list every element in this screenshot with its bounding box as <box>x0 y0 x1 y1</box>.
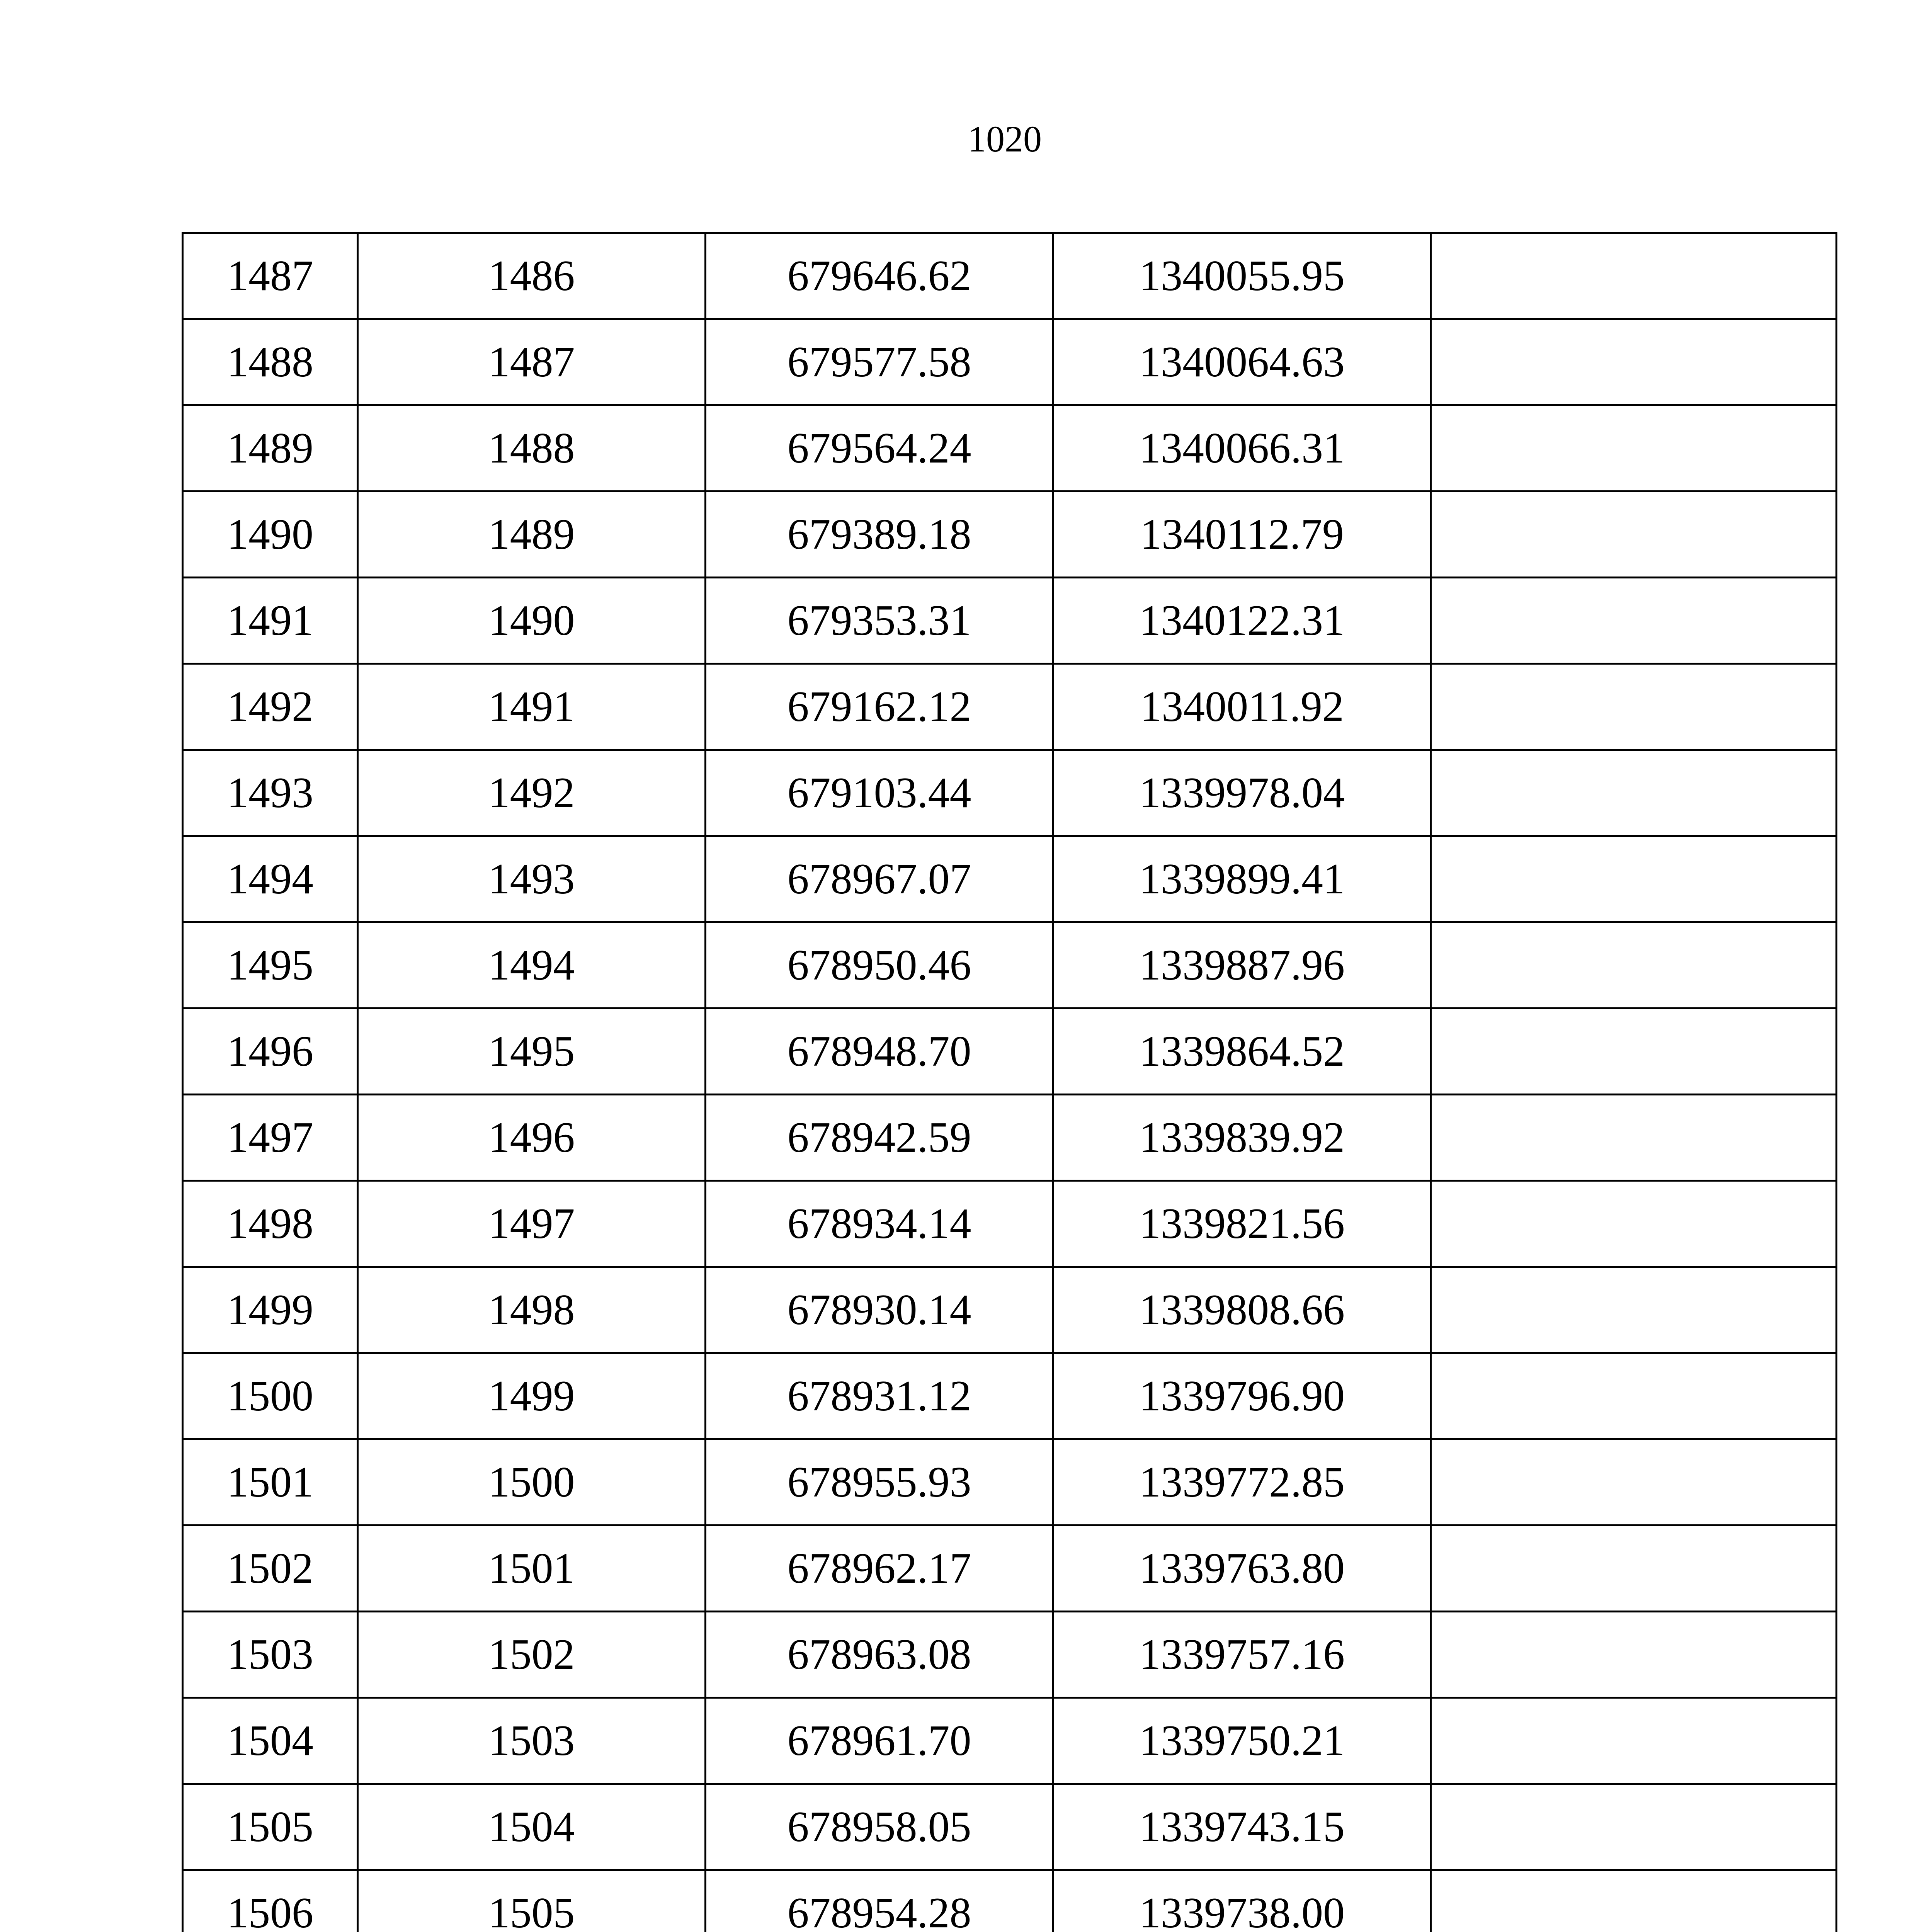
x-coordinate-cell: 678963.08 <box>706 1612 1053 1698</box>
previous-point-cell: 1495 <box>358 1009 706 1095</box>
point-number-cell: 1491 <box>183 578 358 664</box>
y-coordinate-cell: 1340055.95 <box>1053 233 1431 319</box>
y-coordinate-cell: 1339821.56 <box>1053 1181 1431 1267</box>
previous-point-cell: 1502 <box>358 1612 706 1698</box>
point-number-cell: 1503 <box>183 1612 358 1698</box>
x-coordinate-cell: 678954.28 <box>706 1870 1053 1932</box>
previous-point-cell: 1489 <box>358 492 706 578</box>
point-number-cell: 1495 <box>183 922 358 1009</box>
x-coordinate-cell: 678931.12 <box>706 1353 1053 1439</box>
point-number-cell: 1502 <box>183 1526 358 1612</box>
x-coordinate-cell: 678961.70 <box>706 1698 1053 1784</box>
y-coordinate-cell: 1340066.31 <box>1053 405 1431 492</box>
coordinate-table <box>182 232 1837 1932</box>
y-coordinate-cell: 1339978.04 <box>1053 750 1431 836</box>
previous-point-cell: 1499 <box>358 1353 706 1439</box>
table-row <box>183 1612 1837 1698</box>
point-number-cell: 1488 <box>183 319 358 405</box>
table-row <box>183 922 1837 1009</box>
previous-point-cell: 1501 <box>358 1526 706 1612</box>
table-row <box>183 405 1837 492</box>
note-cell <box>1431 578 1837 664</box>
table-row <box>183 750 1837 836</box>
note-cell <box>1431 1612 1837 1698</box>
previous-point-cell: 1486 <box>358 233 706 319</box>
x-coordinate-cell: 678967.07 <box>706 836 1053 922</box>
point-number-cell: 1487 <box>183 233 358 319</box>
note-cell <box>1431 750 1837 836</box>
table-row <box>183 578 1837 664</box>
note-cell <box>1431 836 1837 922</box>
previous-point-cell: 1497 <box>358 1181 706 1267</box>
table-row <box>183 1870 1837 1932</box>
point-number-cell: 1500 <box>183 1353 358 1439</box>
y-coordinate-cell: 1339899.41 <box>1053 836 1431 922</box>
x-coordinate-cell: 678950.46 <box>706 922 1053 1009</box>
y-coordinate-cell: 1339763.80 <box>1053 1526 1431 1612</box>
point-number-cell: 1492 <box>183 664 358 750</box>
note-cell <box>1431 1009 1837 1095</box>
y-coordinate-cell: 1339738.00 <box>1053 1870 1431 1932</box>
table-row <box>183 1353 1837 1439</box>
y-coordinate-cell: 1339772.85 <box>1053 1439 1431 1526</box>
point-number-cell: 1493 <box>183 750 358 836</box>
previous-point-cell: 1505 <box>358 1870 706 1932</box>
previous-point-cell: 1487 <box>358 319 706 405</box>
x-coordinate-cell: 678948.70 <box>706 1009 1053 1095</box>
note-cell <box>1431 664 1837 750</box>
y-coordinate-cell: 1339796.90 <box>1053 1353 1431 1439</box>
x-coordinate-cell: 678930.14 <box>706 1267 1053 1353</box>
note-cell <box>1431 319 1837 405</box>
previous-point-cell: 1490 <box>358 578 706 664</box>
previous-point-cell: 1491 <box>358 664 706 750</box>
point-number-cell: 1506 <box>183 1870 358 1932</box>
table-row <box>183 233 1837 319</box>
table-row <box>183 1095 1837 1181</box>
x-coordinate-cell: 678934.14 <box>706 1181 1053 1267</box>
note-cell <box>1431 233 1837 319</box>
point-number-cell: 1501 <box>183 1439 358 1526</box>
point-number-cell: 1490 <box>183 492 358 578</box>
previous-point-cell: 1492 <box>358 750 706 836</box>
point-number-cell: 1496 <box>183 1009 358 1095</box>
point-number-cell: 1494 <box>183 836 358 922</box>
y-coordinate-cell: 1339808.66 <box>1053 1267 1431 1353</box>
table-row <box>183 1267 1837 1353</box>
y-coordinate-cell: 1340112.79 <box>1053 492 1431 578</box>
y-coordinate-cell: 1339839.92 <box>1053 1095 1431 1181</box>
x-coordinate-cell: 679162.12 <box>706 664 1053 750</box>
y-coordinate-cell: 1339750.21 <box>1053 1698 1431 1784</box>
previous-point-cell: 1500 <box>358 1439 706 1526</box>
x-coordinate-cell: 679564.24 <box>706 405 1053 492</box>
previous-point-cell: 1496 <box>358 1095 706 1181</box>
y-coordinate-cell: 1339743.15 <box>1053 1784 1431 1870</box>
x-coordinate-cell: 678962.17 <box>706 1526 1053 1612</box>
previous-point-cell: 1503 <box>358 1698 706 1784</box>
y-coordinate-cell: 1339757.16 <box>1053 1612 1431 1698</box>
table-row <box>183 1009 1837 1095</box>
point-number-cell: 1498 <box>183 1181 358 1267</box>
previous-point-cell: 1504 <box>358 1784 706 1870</box>
note-cell <box>1431 1870 1837 1932</box>
x-coordinate-cell: 678958.05 <box>706 1784 1053 1870</box>
x-coordinate-cell: 679353.31 <box>706 578 1053 664</box>
table-row <box>183 664 1837 750</box>
table-row <box>183 1439 1837 1526</box>
y-coordinate-cell: 1339864.52 <box>1053 1009 1431 1095</box>
y-coordinate-cell: 1340122.31 <box>1053 578 1431 664</box>
x-coordinate-cell: 679103.44 <box>706 750 1053 836</box>
note-cell <box>1431 1181 1837 1267</box>
table-row <box>183 1784 1837 1870</box>
previous-point-cell: 1498 <box>358 1267 706 1353</box>
table-row <box>183 1181 1837 1267</box>
table-row <box>183 836 1837 922</box>
x-coordinate-cell: 678955.93 <box>706 1439 1053 1526</box>
x-coordinate-cell: 679577.58 <box>706 319 1053 405</box>
note-cell <box>1431 1267 1837 1353</box>
point-number-cell: 1504 <box>183 1698 358 1784</box>
x-coordinate-cell: 679389.18 <box>706 492 1053 578</box>
note-cell <box>1431 1439 1837 1526</box>
note-cell <box>1431 1698 1837 1784</box>
note-cell <box>1431 492 1837 578</box>
page-number: 1020 <box>968 118 1042 160</box>
note-cell <box>1431 922 1837 1009</box>
note-cell <box>1431 1526 1837 1612</box>
previous-point-cell: 1494 <box>358 922 706 1009</box>
table-row <box>183 1698 1837 1784</box>
y-coordinate-cell: 1340064.63 <box>1053 319 1431 405</box>
note-cell <box>1431 1784 1837 1870</box>
table-row <box>183 319 1837 405</box>
note-cell <box>1431 1095 1837 1181</box>
point-number-cell: 1505 <box>183 1784 358 1870</box>
note-cell <box>1431 405 1837 492</box>
previous-point-cell: 1488 <box>358 405 706 492</box>
y-coordinate-cell: 1339887.96 <box>1053 922 1431 1009</box>
y-coordinate-cell: 1340011.92 <box>1053 664 1431 750</box>
x-coordinate-cell: 678942.59 <box>706 1095 1053 1181</box>
x-coordinate-cell: 679646.62 <box>706 233 1053 319</box>
table-row <box>183 1526 1837 1612</box>
table-row <box>183 492 1837 578</box>
table-body <box>183 233 1837 1932</box>
point-number-cell: 1499 <box>183 1267 358 1353</box>
previous-point-cell: 1493 <box>358 836 706 922</box>
point-number-cell: 1489 <box>183 405 358 492</box>
point-number-cell: 1497 <box>183 1095 358 1181</box>
note-cell <box>1431 1353 1837 1439</box>
